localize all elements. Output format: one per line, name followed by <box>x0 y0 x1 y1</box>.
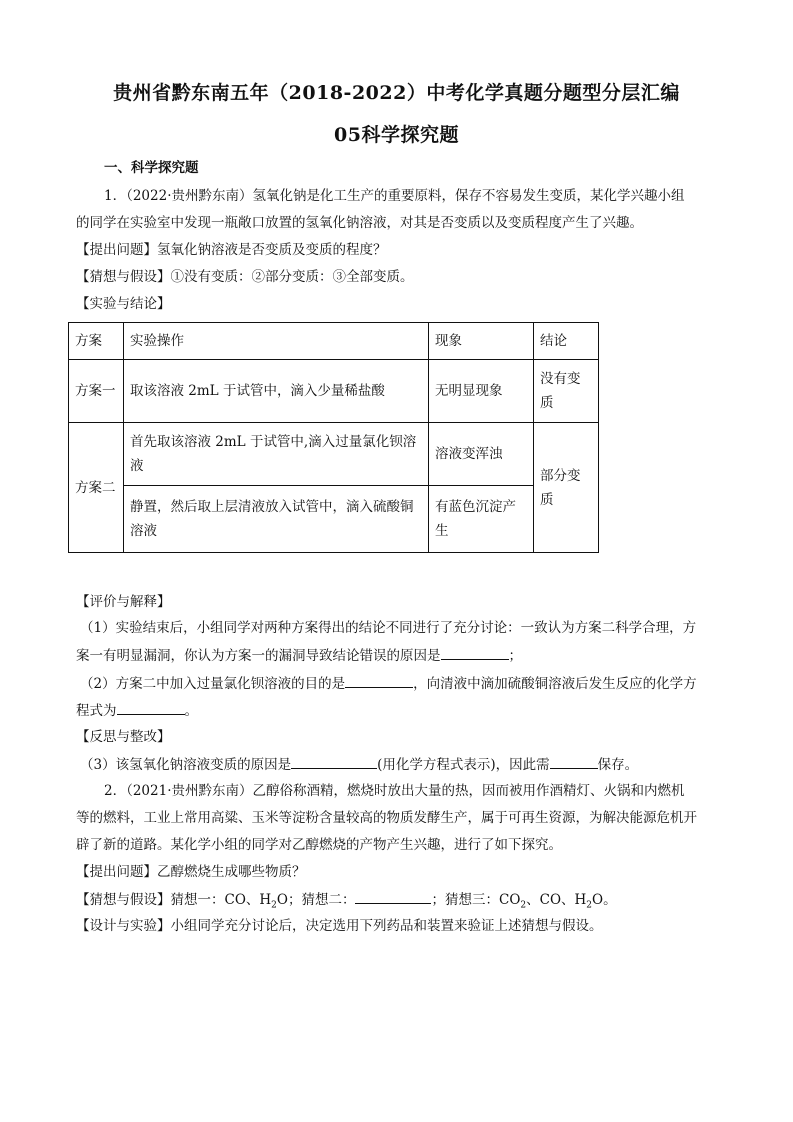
subscript-2: 2 <box>271 900 277 911</box>
header-cell: 结论 <box>534 323 599 360</box>
q1-eval2-text: （2）方案二中加入过量氯化钡溶液的目的是 <box>80 676 346 692</box>
q1-intro-line2: 的同学在实验室中发现一瓶敞口放置的氢氧化钠溶液，对其是否变质以及变质程度产生了兴趣。 <box>76 215 643 231</box>
q1-reflect3-text2: (用化学方程式表示)，因此需 <box>377 757 550 773</box>
table-header-row <box>69 323 599 360</box>
q1-reflect-heading: 【反思与整改】 <box>76 729 171 745</box>
table-row <box>69 360 599 423</box>
operation-cell: 首先取该溶液 2mL 于试管中,滴入过量氯化钡溶液 <box>124 423 429 486</box>
header-cell: 现象 <box>429 323 534 360</box>
subscript-2: 2 <box>520 900 527 911</box>
q1-reflect3-text: （3）该氢氧化钠溶液变质的原因是 <box>80 757 292 773</box>
q1-intro-line1: 1．（2022·贵州黔东南）氢氧化钠是化工生产的重要原料，保存不容易发生变质，某化学兴趣小组 <box>104 188 685 204</box>
answer-blank[interactable] <box>550 754 598 769</box>
q1-hypothesis: 【猜想与假设】①没有变质：②部分变质：③全部变质。 <box>76 269 414 285</box>
q1-eval2-line1 <box>80 673 697 694</box>
plan-name-cell: 方案一 <box>69 360 124 423</box>
q1-eval1-text: 案一有明显漏洞，你认为方案一的漏洞导致结论错误的原因是 <box>76 648 441 664</box>
answer-blank[interactable] <box>345 673 413 688</box>
q2-question: 【提出问题】乙醇燃烧生成哪些物质？ <box>76 864 306 880</box>
q1-reflect3-line <box>80 754 638 775</box>
q2-hyp-text3: ；猜想三：CO <box>431 892 521 908</box>
operation-cell: 静置，然后取上层清液放入试管中，滴入硫酸铜溶液 <box>124 486 429 553</box>
q1-eval2-text2: ，向清液中滴加硫酸铜溶液后发生反应的化学方 <box>413 676 697 692</box>
table-row <box>69 423 599 486</box>
q2-hyp-text2: O；猜想二： <box>276 892 356 908</box>
plan-name-cell: 方案二 <box>69 423 124 553</box>
answer-blank[interactable] <box>441 645 509 660</box>
answer-blank[interactable] <box>117 700 185 715</box>
header-cell: 方案 <box>69 323 124 360</box>
q1-eval2-end: 。 <box>184 703 198 719</box>
q1-eval2-text3: 程式为 <box>76 703 117 719</box>
phenomenon-cell: 溶液变浑浊 <box>429 423 534 486</box>
q2-hyp-text1: 【猜想与假设】猜想一：CO、H <box>76 892 272 908</box>
section-heading: 一、科学探究题 <box>104 160 199 176</box>
q2-hyp-text5: O。 <box>592 892 617 908</box>
table-row <box>69 486 599 553</box>
q2-intro-line2: 等的燃料，工业上常用高粱、玉米等淀粉含量较高的物质发酵生产，属于可再生资源，为解决能源危机开 <box>76 810 697 826</box>
conclusion-cell: 没有变质 <box>534 360 599 423</box>
page-title: 贵州省黔东南五年（2018-2022）中考化学真题分题型分层汇编 <box>113 82 680 104</box>
q2-intro-line1: 2．（2021·贵州黔东南）乙醇俗称酒精，燃烧时放出大量的热，因而被用作酒精灯、火锅和内燃机 <box>104 783 685 799</box>
subscript-2: 2 <box>586 900 593 911</box>
q2-design: 【设计与实验】小组同学充分讨论后，决定选用下列药品和装置来验证上述猜想与假设。 <box>76 918 603 934</box>
q1-eval2-line2 <box>76 700 198 721</box>
page-subtitle: 05科学探究题 <box>334 124 459 146</box>
answer-blank[interactable] <box>291 754 377 769</box>
q1-eval-heading: 【评价与解释】 <box>76 594 171 610</box>
operation-cell: 取该溶液 2mL 于试管中，滴入少量稀盐酸 <box>124 360 429 423</box>
header-cell: 实验操作 <box>124 323 429 360</box>
q2-intro-line3: 辟了新的道路。某化学小组的同学对乙醇燃烧的产物产生兴趣，进行了如下探究。 <box>76 837 562 853</box>
conclusion-cell: 部分变质 <box>534 423 599 553</box>
q1-eval1-line2 <box>76 645 522 666</box>
q1-reflect3-end: 保存。 <box>597 757 639 773</box>
q1-question: 【提出问题】氢氧化钠溶液是否变质及变质的程度？ <box>76 242 387 258</box>
q2-hyp-text4: 、CO、H <box>526 892 587 908</box>
q1-exp-heading: 【实验与结论】 <box>76 296 171 312</box>
phenomenon-cell: 无明显现象 <box>429 360 534 423</box>
experiment-table <box>68 322 599 553</box>
phenomenon-cell: 有蓝色沉淀产生 <box>429 486 534 553</box>
q2-hypothesis <box>76 889 617 916</box>
answer-blank[interactable] <box>355 889 431 904</box>
q1-eval1-line1: （1）实验结束后，小组同学对两种方案得出的结论不同进行了充分讨论：一致认为方案二科学合理，方 <box>80 620 697 636</box>
q1-eval1-end: ； <box>508 648 522 664</box>
